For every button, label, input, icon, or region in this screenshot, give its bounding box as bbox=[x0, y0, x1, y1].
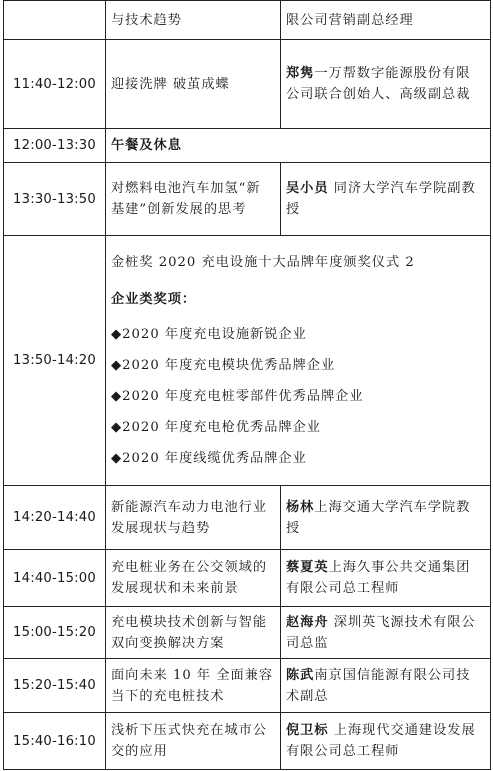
time-cell: 15:20-15:40 bbox=[4, 659, 106, 713]
break-cell: 午餐及休息 bbox=[106, 129, 491, 163]
topic-cell bbox=[106, 163, 281, 236]
award-item: ◆2020 年度充电桩零部件优秀品牌企业 bbox=[111, 389, 364, 404]
speaker-cell bbox=[281, 713, 491, 770]
time-cell: 12:00-13:30 bbox=[4, 129, 106, 163]
award-title: 金桩奖 2020 充电设施十大品牌年度颁奖仪式 2 bbox=[111, 255, 415, 270]
agenda-table bbox=[3, 0, 491, 770]
speaker-name: 杨林 bbox=[286, 499, 315, 515]
topic-cell bbox=[106, 550, 281, 607]
speaker-role: 深圳英飞源技术有限公司总监 bbox=[286, 614, 476, 651]
topic-text: 与技术趋势 bbox=[111, 12, 182, 28]
time-cell: 14:20-14:40 bbox=[4, 486, 106, 550]
award-cell bbox=[106, 236, 491, 486]
speaker-name: 赵海舟 bbox=[286, 614, 329, 630]
time-cell: 14:40-15:00 bbox=[4, 550, 106, 607]
table-row bbox=[4, 486, 491, 550]
time-cell: 13:30-13:50 bbox=[4, 163, 106, 236]
table-row bbox=[4, 550, 491, 607]
award-item: ◆2020 年度充电设施新锐企业 bbox=[111, 327, 307, 342]
time-cell: 11:40-12:00 bbox=[4, 40, 106, 129]
speaker-cell bbox=[281, 163, 491, 236]
topic-cell bbox=[106, 607, 281, 659]
speaker-name: 蔡夏英 bbox=[286, 560, 329, 575]
topic-cell bbox=[106, 40, 281, 129]
speaker-name: 陈武 bbox=[286, 667, 315, 683]
topic-cell bbox=[106, 713, 281, 770]
award-item: ◆2020 年度充电枪优秀品牌企业 bbox=[111, 420, 321, 435]
speaker-name: 吴小员 bbox=[286, 181, 329, 196]
topic-text: 新能源汽车动力电池行业发展现状与趋势 bbox=[111, 499, 268, 536]
speaker-name: 倪卫标 bbox=[286, 723, 329, 738]
time-cell bbox=[4, 1, 106, 40]
topic-text: 浅析下压式快充在城市公交的应用 bbox=[111, 723, 268, 759]
speaker-cell bbox=[281, 486, 491, 550]
table-row bbox=[4, 129, 491, 163]
topic-text: 对燃料电池汽车加氢“新基建”创新发展的思考 bbox=[111, 181, 261, 217]
speaker-name: 郑隽 bbox=[286, 66, 315, 81]
speaker-role: 一万帮数字能源股份有限公司联合创始人、高级副总裁 bbox=[286, 66, 471, 102]
speaker-cell bbox=[281, 1, 491, 40]
time-cell: 13:50-14:20 bbox=[4, 236, 106, 486]
speaker-cell bbox=[281, 40, 491, 129]
table-row bbox=[4, 236, 491, 486]
award-item: ◆2020 年度线缆优秀品牌企业 bbox=[111, 451, 307, 466]
table-row bbox=[4, 659, 491, 713]
table-row bbox=[4, 1, 491, 40]
topic-cell bbox=[106, 486, 281, 550]
speaker-role: 同济大学汽车学院副教授 bbox=[286, 181, 476, 217]
topic-text: 充电桩业务在公交领域的发展现状和未来前景 bbox=[111, 560, 268, 596]
speaker-cell bbox=[281, 607, 491, 659]
topic-text: 迎接洗牌 破茧成蝶 bbox=[111, 76, 230, 92]
speaker-role: 上海交通大学汽车学院教授 bbox=[286, 499, 471, 536]
award-heading: 企业类奖项： bbox=[111, 292, 197, 307]
time-cell: 15:00-15:20 bbox=[4, 607, 106, 659]
topic-cell bbox=[106, 659, 281, 713]
table-row bbox=[4, 607, 491, 659]
table-row bbox=[4, 40, 491, 129]
speaker-cell bbox=[281, 550, 491, 607]
speaker-role: 南京国信能源有限公司技术副总 bbox=[286, 667, 471, 704]
speaker-role: 上海现代交通建设发展有限公司总工程师 bbox=[286, 723, 476, 759]
topic-text: 面向未来 10 年 全面兼容当下的充电桩技术 bbox=[111, 667, 274, 704]
table-row bbox=[4, 163, 491, 236]
topic-text: 充电模块技术创新与智能双向变换解决方案 bbox=[111, 614, 268, 651]
topic-cell bbox=[106, 1, 281, 40]
time-cell: 15:40-16:10 bbox=[4, 713, 106, 770]
speaker-cell bbox=[281, 659, 491, 713]
award-item: ◆2020 年度充电模块优秀品牌企业 bbox=[111, 358, 336, 373]
speaker-role: 上海久事公共交通集团有限公司总工程师 bbox=[286, 560, 471, 596]
table-row bbox=[4, 713, 491, 770]
speaker-role: 限公司营销副总经理 bbox=[286, 12, 414, 28]
